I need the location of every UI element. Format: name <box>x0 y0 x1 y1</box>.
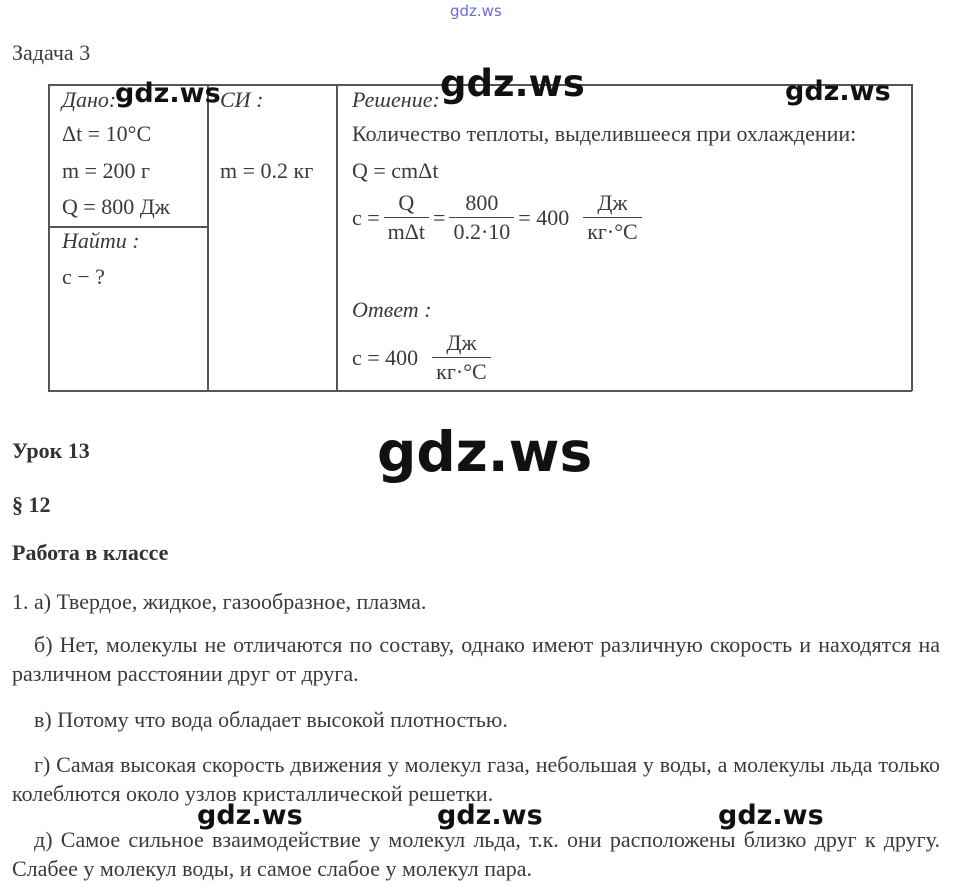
unit-denominator: кг·°C <box>432 357 491 385</box>
list-item: 1. а) Твердое, жидкое, газообразное, плазма. <box>12 589 427 614</box>
fraction-denominator: mΔt <box>384 217 429 245</box>
watermark: gdz.ws <box>197 800 303 831</box>
lesson-title: Урок 13 <box>12 438 90 463</box>
formula-eq: = <box>433 204 446 230</box>
table-left-border <box>48 84 50 391</box>
watermark: gdz.ws <box>437 800 543 831</box>
si-line: m = 0.2 кг <box>220 158 314 183</box>
answer-value: c = 400 <box>352 344 419 370</box>
list-item: б) Нет, молекулы не отличаются по составу, однако имеют различную скорость и находятся на различном расстоянии друг от друга. <box>12 632 940 686</box>
watermark: gdz.ws <box>377 420 593 484</box>
watermark: gdz.ws <box>785 76 891 107</box>
given-header: Дано: <box>62 87 117 112</box>
watermark: gdz.ws <box>440 62 585 105</box>
find-header: Найти : <box>62 228 140 253</box>
table-bottom-border <box>48 390 912 392</box>
fraction-denominator: 0.2·10 <box>449 217 514 245</box>
answer-header: Ответ : <box>352 297 432 322</box>
unit-denominator: кг·°C <box>583 217 642 245</box>
section-number: § 12 <box>12 492 51 517</box>
find-line: c − ? <box>62 264 105 289</box>
answer-unit <box>432 330 491 385</box>
watermark: gdz.ws <box>115 78 221 109</box>
fraction-q-over-mdt <box>384 190 429 245</box>
fraction-numerator: Q <box>398 190 415 215</box>
list-item: в) Потому что вода обладает высокой плотностью. <box>34 707 508 732</box>
si-header: СИ : <box>220 87 264 112</box>
solution-formula <box>352 190 646 245</box>
given-line-1: Δt = 10°C <box>62 121 152 146</box>
table-col-divider-1 <box>207 84 209 391</box>
list-item: д) Самое сильное взаимодействие у молекул льда, т.к. они расположены близко друг к другу. Слабее у молекул воды, и самое слабое у молекул пара. <box>12 827 940 881</box>
fraction-numerator: 800 <box>465 190 499 215</box>
table-right-border <box>911 84 913 391</box>
fraction-unit <box>583 190 642 245</box>
watermark-small: gdz.ws <box>450 2 502 20</box>
solution-header: Решение: <box>352 87 440 112</box>
solution-line-1: Количество теплоты, выделившееся при охлаждении: <box>352 121 857 146</box>
watermark: gdz.ws <box>718 800 824 831</box>
task-title: Задача 3 <box>12 40 91 65</box>
table-col-divider-2 <box>336 84 338 391</box>
solution-line-2: Q = cmΔt <box>352 158 439 183</box>
unit-numerator: Дж <box>597 190 628 215</box>
fraction-numeric <box>449 190 514 245</box>
answer-formula <box>352 330 495 385</box>
formula-c-eq: c = <box>352 204 380 230</box>
formula-result: = 400 <box>518 204 570 230</box>
given-line-3: Q = 800 Дж <box>62 194 171 219</box>
lesson-subtitle: Работа в классе <box>12 540 169 565</box>
list-item: г) Самая высокая скорость движения у молекул газа, небольшая у воды, а молекулы льда только колеблются около узлов кристаллической решетки. <box>12 752 940 806</box>
given-line-2: m = 200 г <box>62 158 151 183</box>
unit-numerator: Дж <box>446 330 477 355</box>
